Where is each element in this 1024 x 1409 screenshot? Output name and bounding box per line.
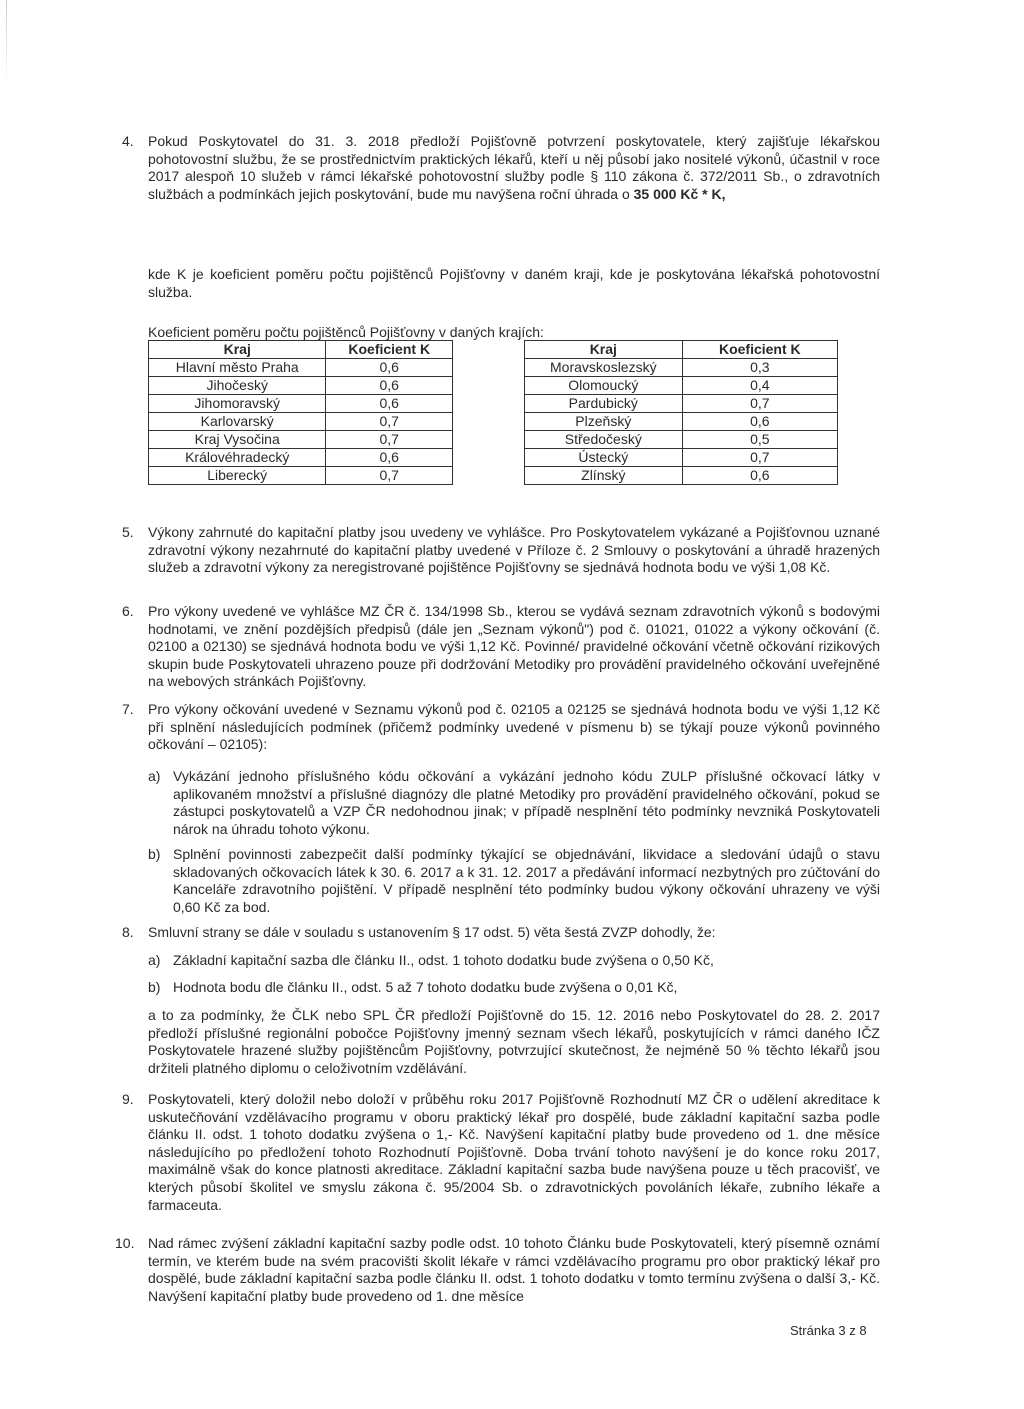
coefficient-cell: 0,6: [682, 467, 837, 485]
section-4-body: Pokud Poskytovatel do 31. 3. 2018 předloží Pojišťovně potvrzení poskytovatele, který zajišťuje lékařskou pohotovostní službu, že se prostřednictvím praktických lékařů, kteří u něj působí jako nositelé výkonů, účastnil v roce 2017 alespoň 10 služeb v rámci lékařské pohotovostní služby podle § 110 zákona č. 372/2011 Sb., o zdravotních službách a podmínkách jejich poskytování, bude mu navýšena roční úhrada o: [148, 133, 880, 202]
region-cell: Středočeský: [525, 431, 683, 449]
section-9-number: 9.: [122, 1091, 134, 1107]
table-row: [525, 467, 838, 485]
coefficient-cell: 0,7: [682, 395, 837, 413]
region-cell: Liberecký: [149, 467, 326, 485]
coefficient-cell: 0,6: [326, 377, 453, 395]
section-10-text: Nad rámec zvýšení základní kapitační sazby podle odst. 10 tohoto Článku bude Poskytovateli, který písemně oznámí termín, ve kterém bude na svém pracovišti školit lékaře v rámci vzdělávacího programu pro obor praktický lékař pro dospělé, bude základní kapitační sazba podle článku II. odst. 1 tohoto dodatku v tomto termínu zvýšena o další 3,- Kč. Navýšení kapitační platby bude provedeno od 1. dne měsíce: [148, 1235, 880, 1304]
section-10-number: 10.: [115, 1235, 135, 1251]
section-8b-label: b): [148, 979, 161, 995]
coefficient-table-right: [524, 340, 838, 485]
table-header-row: [525, 341, 838, 359]
coefficient-table-left: [148, 340, 453, 485]
section-4-amount: 35 000 Kč * K,: [633, 185, 726, 202]
table-row: [149, 449, 453, 467]
section-8-text: Smluvní strany se dále v souladu s ustanovením § 17 odst. 5) věta šestá ZVZP dohodly, že:: [148, 924, 716, 940]
section-8-tail: a to za podmínky, že ČLK nebo SPL ČR předloží Pojišťovně do 15. 12. 2016 nebo Poskytovatel do 28. 2. 2017 předloží příslušné regionální pobočce Pojišťovny jmenný seznam všech lékařů, poskytujících v rámci daného IČZ Poskytovatele hrazené služby pojištěncům Pojišťovny, potvrzující skutečnost, že nejméně 50 % těchto lékařů jsou držiteli platného diplomu o celoživotním vzdělávání.: [148, 1007, 880, 1076]
coefficient-cell: 0,6: [326, 449, 453, 467]
section-5-text: Výkony zahrnuté do kapitační platby jsou uvedeny ve vyhlášce. Pro Poskytovatelem vykázané a Pojišťovnou uznané zdravotní výkony nezahrnuté do kapitační platby uvedené v Příloze č. 2 Smlouvy o poskytování a úhradě hrazených služeb a zdravotní výkony za neregistrované pojištěnce Pojišťovny se sjednává hodnota bodu ve výši 1,08 Kč.: [148, 524, 880, 576]
region-cell: Plzeňský: [525, 413, 683, 431]
section-7-number: 7.: [122, 701, 134, 717]
table-caption: Koeficient poměru počtu pojištěnců Pojišťovny v daných krajích:: [148, 324, 544, 340]
coefficient-cell: 0,7: [326, 431, 453, 449]
coefficient-cell: 0,6: [326, 359, 453, 377]
region-cell: Jihomoravský: [149, 395, 326, 413]
section-7-text: Pro výkony očkování uvedené v Seznamu výkonů pod č. 02105 a 02125 se sjednává hodnota bodu ve výši 1,12 Kč při splnění následujících podmínek (přičemž podmínky uvedené v písmenu b) se týkají pouze výkonů povinného očkování – 02105):: [148, 701, 880, 753]
table-row: [149, 467, 453, 485]
table-row: [149, 359, 453, 377]
region-cell: Královéhradecký: [149, 449, 326, 467]
table-row: [525, 395, 838, 413]
header-kraj: Kraj: [149, 341, 326, 359]
coefficient-cell: 0,7: [326, 467, 453, 485]
section-8a-label: a): [148, 952, 161, 968]
table-row: [149, 413, 453, 431]
coefficient-cell: 0,4: [682, 377, 837, 395]
coefficient-cell: 0,3: [682, 359, 837, 377]
header-koeficient: Koeficient K: [326, 341, 453, 359]
table-row: [525, 359, 838, 377]
coefficient-cell: 0,6: [326, 395, 453, 413]
section-8-number: 8.: [122, 924, 134, 940]
region-cell: Karlovarský: [149, 413, 326, 431]
coefficient-cell: 0,7: [326, 413, 453, 431]
table-row: [525, 449, 838, 467]
coefficient-cell: 0,6: [682, 413, 837, 431]
section-4-k-explanation: kde K je koeficient poměru počtu pojištěnců Pojišťovny v daném kraji, kde je poskytována lékařská pohotovostní služba.: [148, 266, 880, 300]
section-7a-text: Vykázání jednoho příslušného kódu očkování a vykázání jednoho kódu ZULP příslušné očkovací látky v aplikovaném množství a příslušné diagnózy dle platné Metodiky pro provádění pravidelného očkování, pokud se zástupci poskytovatelů a VZP ČR nedohodnou jinak; v případě nesplnění této podmínky nevzniká Poskytovateli nárok na úhradu tohoto výkonu.: [173, 768, 880, 837]
section-6-number: 6.: [122, 603, 134, 619]
region-cell: Hlavní město Praha: [149, 359, 326, 377]
region-cell: Zlínský: [525, 467, 683, 485]
table-row: [149, 377, 453, 395]
table-row: [149, 431, 453, 449]
section-6-text: Pro výkony uvedené ve vyhlášce MZ ČR č. 134/1998 Sb., kterou se vydává seznam zdravotních výkonů s bodovými hodnotami, ve znění pozdějších předpisů (dále jen „Seznam výkonů") pod č. 01021, 01022 a výkony očkování (č. 02100 a 02130) se sjednává hodnota bodu ve výši 1,12 Kč. Povinné/ pravidelné očkování včetně očkování rizikových skupin bude Poskytovateli uhrazeno pouze při dodržování Metodiky pro provádění pravidelného očkování uveřejněné na webových stránkách Pojišťovny.: [148, 603, 880, 690]
coefficient-cell: 0,7: [682, 449, 837, 467]
region-cell: Pardubický: [525, 395, 683, 413]
region-cell: Olomoucký: [525, 377, 683, 395]
section-8a-text: Základní kapitační sazba dle článku II., odst. 1 tohoto dodatku bude zvýšena o 0,50 Kč,: [173, 952, 714, 968]
section-4-number: 4.: [122, 133, 134, 149]
region-cell: Ústecký: [525, 449, 683, 467]
table-row: [525, 377, 838, 395]
region-cell: Jihočeský: [149, 377, 326, 395]
section-9-text: Poskytovateli, který doložil nebo doloží v průběhu roku 2017 Pojišťovně Rozhodnutí MZ ČR o udělení akreditace k uskutečňování vzdělávacího programu v oboru praktický lékař pro dospělé, bude základní kapitační sazba podle článku II. odst. 1 tohoto dodatku zvýšena o 1,- Kč. Navýšení kapitační platby bude provedeno od 1. dne měsíce následujícího po předložení tohoto Rozhodnutí Pojišťovně. Doba trvání tohoto navýšení je do konce roku 2017, maximálně však do konce platnosti akreditace. Základní kapitační sazba bude navýšena pouze u těch pracovišť, ve kterých působí školitel ve smyslu zákona č. 95/2004 Sb. o zdravotnických povoláních lékaře, zubního lékaře a farmaceuta.: [148, 1091, 880, 1213]
section-7b-label: b): [148, 846, 161, 862]
table-row: [525, 431, 838, 449]
region-cell: Moravskoslezský: [525, 359, 683, 377]
header-koeficient: Koeficient K: [682, 341, 837, 359]
region-cell: Kraj Vysočina: [149, 431, 326, 449]
section-7b-text: Splnění povinnosti zabezpečit další podmínky týkající se objednávání, likvidace a sledování údajů o stavu skladovaných očkovacích látek k 30. 6. 2017 a k 31. 12. 2017 a předávání informací nezbytných pro zúčtování do Kanceláře zdravotního pojištění. V případě nesplnění této podmínky budou výkony očkování uhrazeny ve výši 0,60 Kč za bod.: [173, 846, 880, 915]
section-4-text: [148, 133, 880, 203]
section-8b-text: Hodnota bodu dle článku II., odst. 5 až 7 tohoto dodatku bude zvýšena o 0,01 Kč,: [173, 979, 678, 995]
page-number: Stránka 3 z 8: [790, 1323, 867, 1338]
table-row: [525, 413, 838, 431]
header-kraj: Kraj: [525, 341, 683, 359]
section-7a-label: a): [148, 768, 161, 784]
table-header-row: [149, 341, 453, 359]
coefficient-cell: 0,5: [682, 431, 837, 449]
table-row: [149, 395, 453, 413]
section-5-number: 5.: [122, 524, 134, 540]
